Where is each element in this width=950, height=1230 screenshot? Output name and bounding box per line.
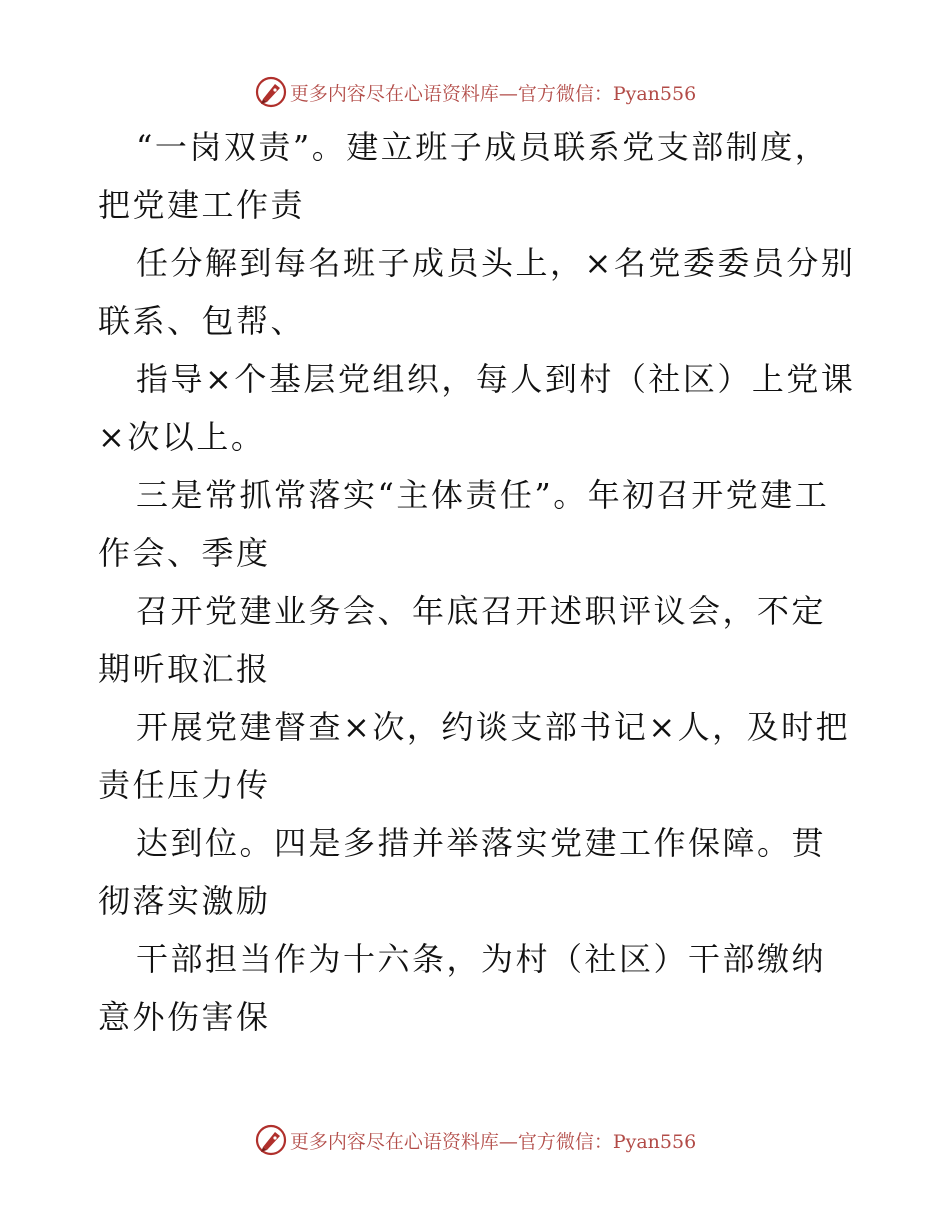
paragraph: 干部担当作为十六条，为村（社区）干部缴纳意外伤害保 bbox=[98, 940, 827, 1036]
paragraph: “一岗双责”。建立班子成员联系党支部制度，把党建工作责 bbox=[98, 128, 830, 224]
pen-nib-logo-icon bbox=[254, 1123, 288, 1157]
paragraph: 指导×个基层党组织，每人到村（社区）上党课×次以上。 bbox=[98, 360, 856, 456]
document-body bbox=[98, 118, 858, 1046]
header-banner bbox=[0, 72, 950, 112]
paragraph: 三是常抓常落实“主体责任”。年初召开党建工作会、季度 bbox=[98, 476, 830, 572]
paragraph: 开展党建督查×次，约谈支部书记×人，及时把责任压力传 bbox=[98, 708, 851, 804]
footer-banner-text: 更多内容尽在心语资料库—官方微信：Pyan556 bbox=[289, 1130, 697, 1153]
pen-nib-logo-icon bbox=[254, 75, 288, 109]
paragraph: 召开党建业务会、年底召开述职评议会，不定期听取汇报 bbox=[98, 592, 827, 688]
paragraph: 达到位。四是多措并举落实党建工作保障。贯彻落实激励 bbox=[98, 824, 827, 920]
footer-banner bbox=[0, 1120, 950, 1160]
paragraph: 任分解到每名班子成员头上，×名党委委员分别联系、包帮、 bbox=[98, 244, 856, 340]
header-banner-text: 更多内容尽在心语资料库—官方微信：Pyan556 bbox=[289, 82, 697, 105]
